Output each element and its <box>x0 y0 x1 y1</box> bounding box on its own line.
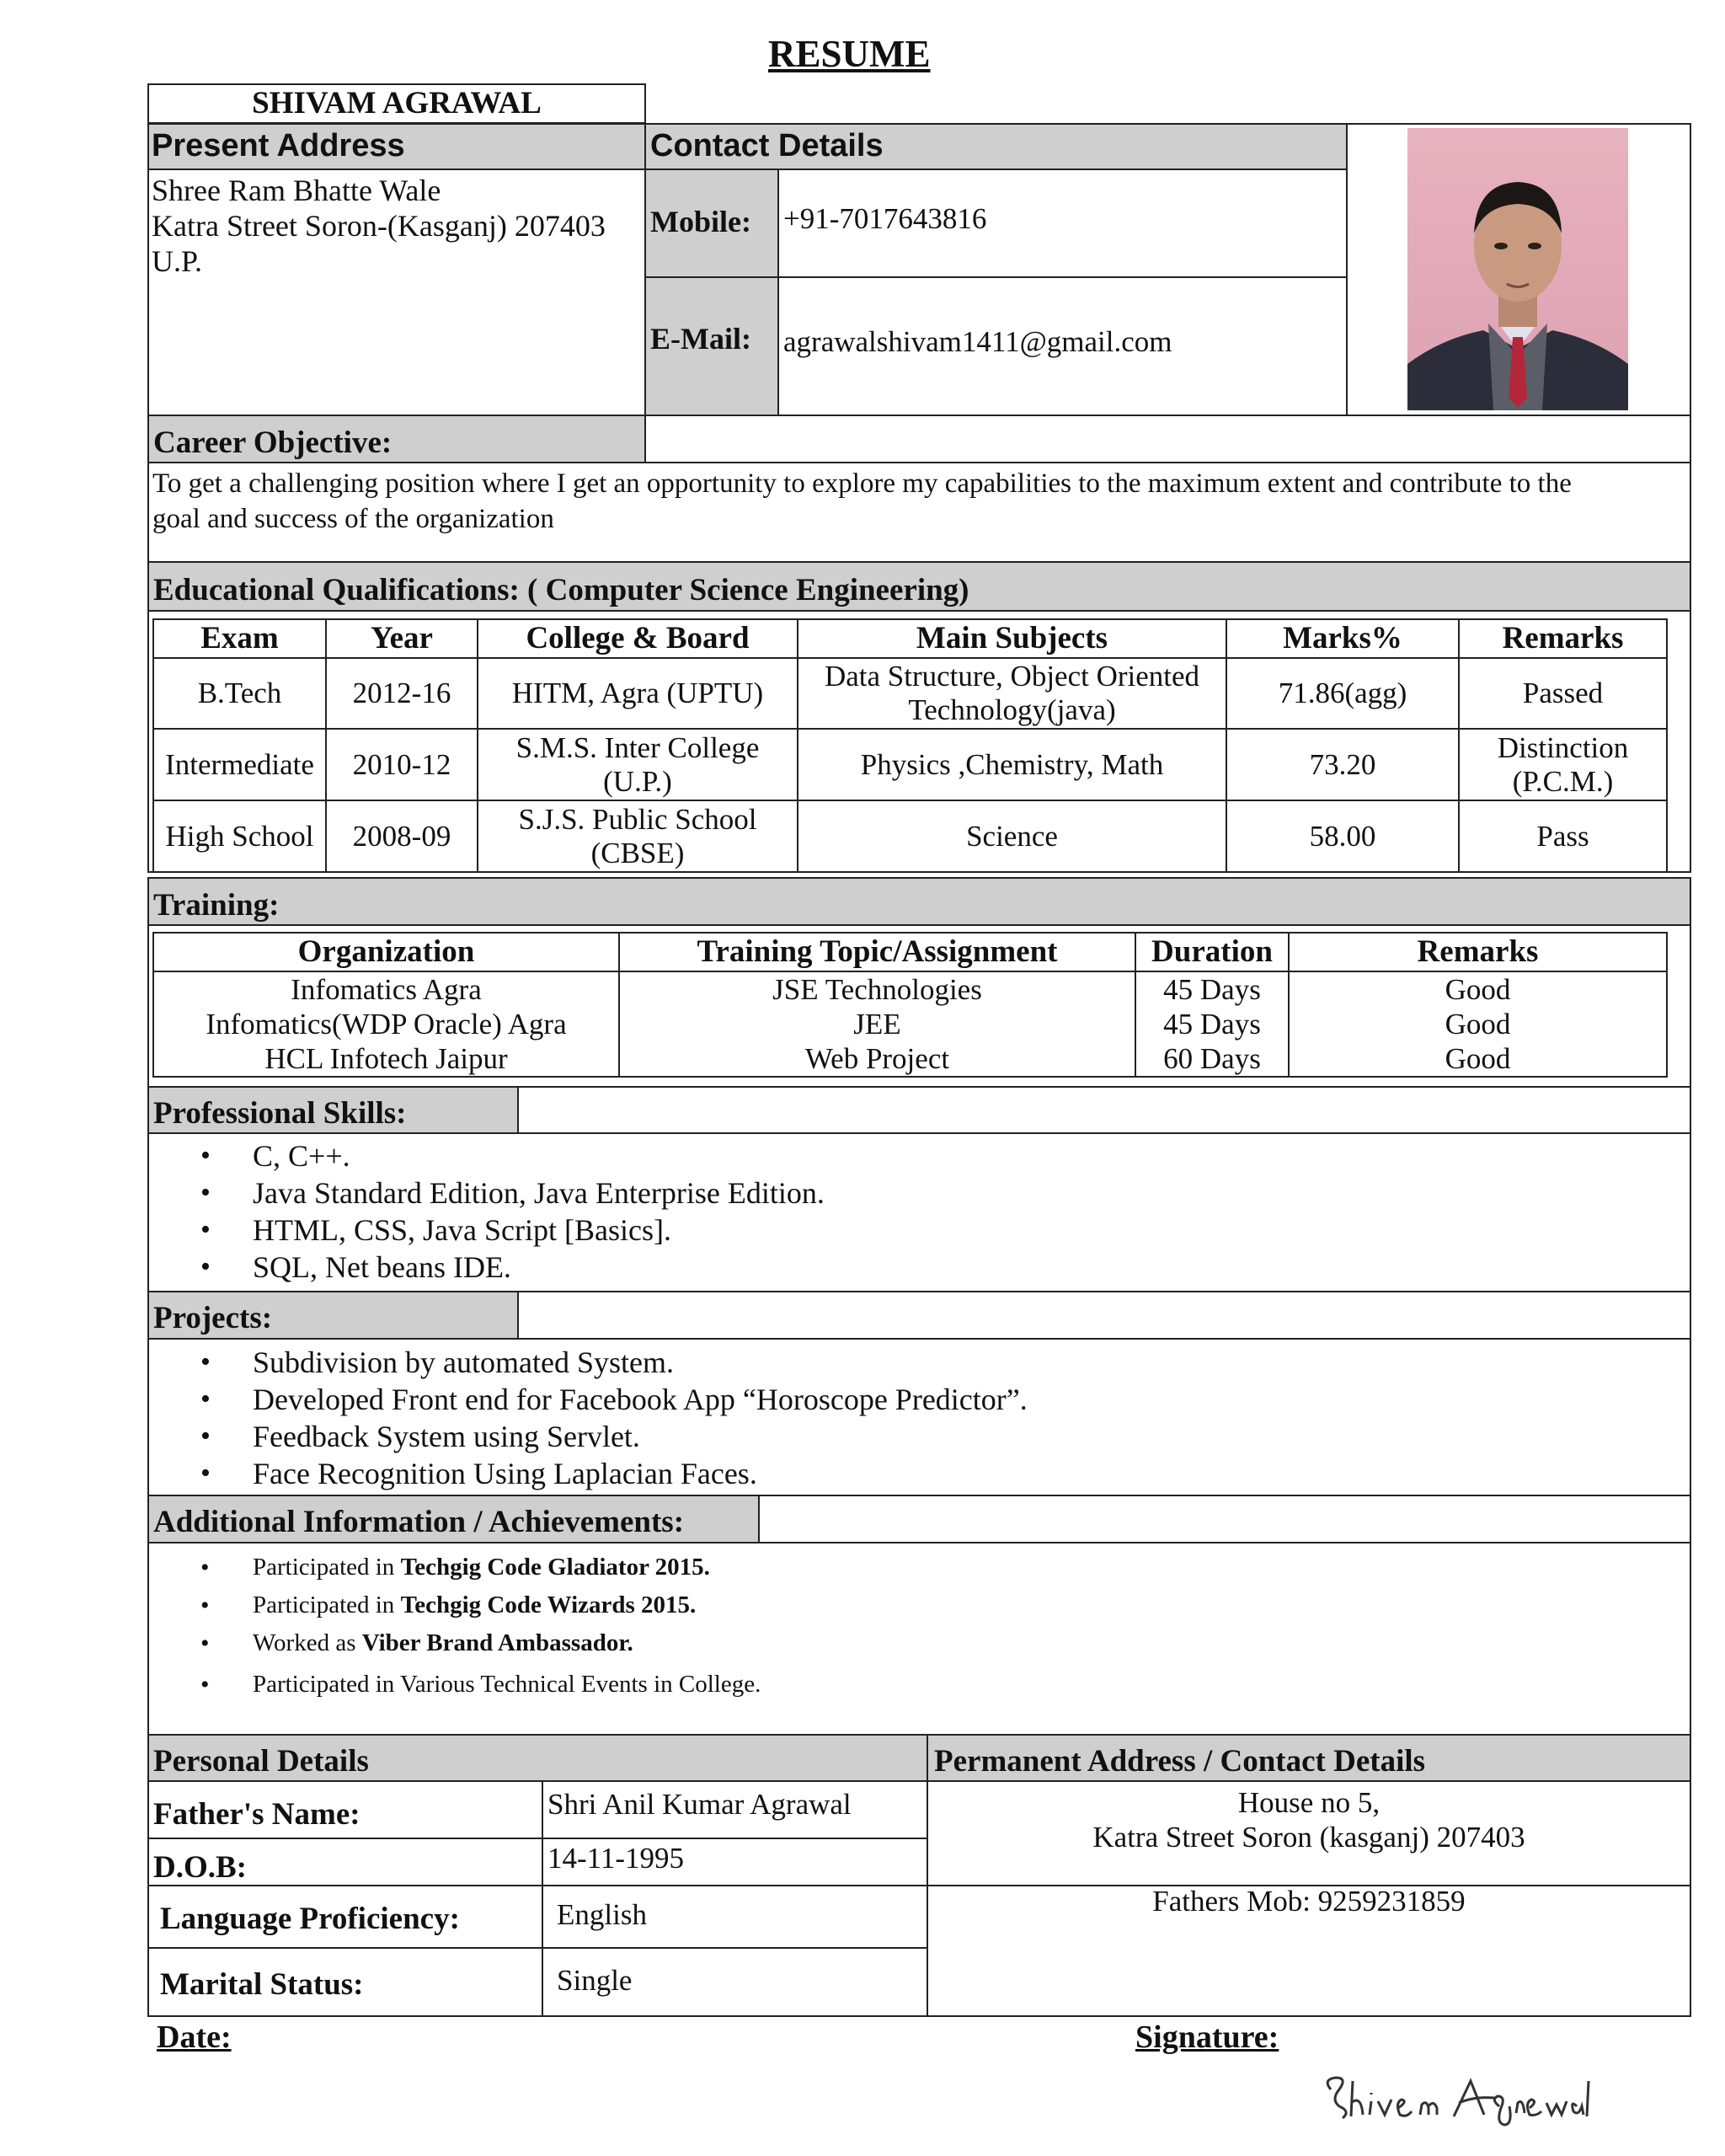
list-item: • Face Recognition Using Laplacian Faces. <box>152 1455 1028 1492</box>
fathers-mob: Fathers Mob: 9259231859 <box>1152 1885 1466 1918</box>
training-org: Infomatics(WDP Oracle) Agra <box>153 1007 619 1041</box>
list-item: • Developed Front end for Facebook App “Horoscope Predictor”. <box>152 1381 1028 1418</box>
edu-college: HITM, Agra (UPTU) <box>478 658 798 729</box>
edu-marks: 73.20 <box>1226 729 1459 800</box>
list-item: • SQL, Net beans IDE. <box>152 1249 825 1286</box>
edu-col-marks: Marks% <box>1226 619 1459 658</box>
marital-value: Single <box>557 1964 633 1997</box>
marital-label: Marital Status: <box>160 1967 364 2002</box>
edu-col-remarks: Remarks <box>1459 619 1667 658</box>
table-row <box>153 1041 1667 1077</box>
profile-photo <box>1407 128 1628 410</box>
present-address-line2: Katra Street Soron-(Kasganj) 207403 <box>152 209 606 243</box>
training-duration: 60 Days <box>1135 1041 1289 1077</box>
table-row <box>153 1007 1667 1041</box>
list-item <box>152 1549 761 1586</box>
edu-col-exam: Exam <box>153 619 326 658</box>
career-objective-text-line2: goal and success of the organization <box>152 504 554 534</box>
edu-marks: 71.86(agg) <box>1226 658 1459 729</box>
training-duration: 45 Days <box>1135 971 1289 1007</box>
edu-marks: 58.00 <box>1226 800 1459 872</box>
edu-remarks: Passed <box>1459 658 1667 729</box>
language-value: English <box>557 1898 647 1931</box>
date-label-text: Date: <box>157 2020 232 2055</box>
date-label <box>157 2019 232 2056</box>
education-heading: Educational Qualifications: ( Computer Science Engineering) <box>153 573 969 607</box>
item-text: Worked as <box>253 1629 362 1656</box>
candidate-name: SHIVAM AGRAWAL <box>252 86 542 120</box>
training-topic: JSE Technologies <box>619 971 1135 1007</box>
training-heading: Training: <box>153 888 280 923</box>
training-topic: Web Project <box>619 1041 1135 1077</box>
projects-heading: Projects: <box>153 1301 273 1335</box>
edu-subjects: Data Structure, Object Oriented Technology(java) <box>798 658 1226 729</box>
permanent-address-line2: Katra Street Soron (kasganj) 207403 <box>1092 1821 1525 1854</box>
father-value: Shri Anil Kumar Agrawal <box>547 1788 852 1821</box>
list-item <box>152 1586 761 1624</box>
training-remarks: Good <box>1289 971 1667 1007</box>
present-address-line1: Shree Ram Bhatte Wale <box>152 174 441 207</box>
edu-year: 2008-09 <box>326 800 478 872</box>
dob-label: D.O.B: <box>153 1850 247 1885</box>
edu-col-college: College & Board <box>478 619 798 658</box>
career-objective-text-line1: To get a challenging position where I get an opportunity to explore my capabilities to the maximum extent and contribute to the <box>152 468 1572 499</box>
training-remarks: Good <box>1289 1007 1667 1041</box>
career-objective-header-blank <box>644 415 1691 463</box>
additional-header-blank <box>758 1495 1691 1543</box>
skills-heading: Professional Skills: <box>153 1096 407 1131</box>
edu-exam: B.Tech <box>153 658 326 729</box>
mobile-value: +91-7017643816 <box>783 202 987 235</box>
additional-list <box>152 1549 761 1704</box>
training-col-remarks: Remarks <box>1289 933 1667 971</box>
skills-header-blank <box>517 1086 1691 1134</box>
email-label: E-Mail: <box>650 322 751 356</box>
resume-title: RESUME <box>768 33 931 75</box>
signature-label: Signature: <box>1135 2020 1279 2055</box>
additional-heading: Additional Information / Achievements: <box>153 1505 685 1539</box>
email-value: agrawalshivam1411@gmail.com <box>783 325 1172 358</box>
list-item: • Feedback System using Servlet. <box>152 1418 1028 1455</box>
training-table <box>152 932 1668 1078</box>
education-table <box>152 618 1668 873</box>
projects-header-blank <box>517 1291 1691 1340</box>
table-row <box>153 971 1667 1007</box>
skills-list <box>152 1137 825 1286</box>
language-label: Language Proficiency: <box>160 1902 460 1936</box>
table-row <box>153 658 1667 729</box>
training-remarks: Good <box>1289 1041 1667 1077</box>
list-item: • HTML, CSS, Java Script [Basics]. <box>152 1212 825 1249</box>
edu-col-year: Year <box>326 619 478 658</box>
training-duration: 45 Days <box>1135 1007 1289 1041</box>
edu-col-subjects: Main Subjects <box>798 619 1226 658</box>
contact-heading: Contact Details <box>650 128 884 163</box>
permanent-address-line1: House no 5, <box>1237 1786 1381 1819</box>
training-org: HCL Infotech Jaipur <box>153 1041 619 1077</box>
personal-heading: Personal Details <box>153 1744 369 1779</box>
list-item <box>152 1624 761 1662</box>
present-address-heading: Present Address <box>152 128 405 163</box>
career-objective-heading: Career Objective: <box>153 425 393 460</box>
item-bold: Techgig Code Gladiator 2015. <box>400 1554 710 1581</box>
edu-year: 2010-12 <box>326 729 478 800</box>
edu-subjects: Science <box>798 800 1226 872</box>
list-item: • Java Standard Edition, Java Enterprise Edition. <box>152 1174 825 1212</box>
training-topic: JEE <box>619 1007 1135 1041</box>
table-row <box>153 800 1667 872</box>
mobile-label: Mobile: <box>650 205 751 238</box>
edu-remarks: Pass <box>1459 800 1667 872</box>
projects-list <box>152 1344 1028 1492</box>
item-text: Participated in <box>253 1592 401 1618</box>
permanent-heading: Permanent Address / Contact Details <box>934 1744 1426 1779</box>
dob-value: 14-11-1995 <box>547 1842 685 1875</box>
edu-college: S.J.S. Public School (CBSE) <box>478 800 798 872</box>
list-item: • Subdivision by automated System. <box>152 1344 1028 1381</box>
list-item: • C, C++. <box>152 1137 825 1174</box>
edu-remarks: Distinction (P.C.M.) <box>1459 729 1667 800</box>
handwritten-signature <box>1314 2047 1600 2140</box>
edu-year: 2012-16 <box>326 658 478 729</box>
item-bold: Viber Brand Ambassador. <box>361 1629 633 1656</box>
edu-college: S.M.S. Inter College (U.P.) <box>478 729 798 800</box>
table-row <box>153 729 1667 800</box>
training-col-org: Organization <box>153 933 619 971</box>
edu-exam: Intermediate <box>153 729 326 800</box>
item-text: Participated in <box>253 1554 401 1581</box>
list-item <box>152 1666 761 1704</box>
edu-exam: High School <box>153 800 326 872</box>
item-bold: Techgig Code Wizards 2015. <box>400 1592 697 1618</box>
training-org: Infomatics Agra <box>153 971 619 1007</box>
training-col-duration: Duration <box>1135 933 1289 971</box>
training-col-topic: Training Topic/Assignment <box>619 933 1135 971</box>
training-header <box>147 877 1691 926</box>
present-address-line3: U.P. <box>152 244 203 278</box>
edu-subjects: Physics ,Chemistry, Math <box>798 729 1226 800</box>
father-label: Father's Name: <box>153 1797 360 1832</box>
item-text: Participated in Various Technical Events in College. <box>253 1671 761 1698</box>
